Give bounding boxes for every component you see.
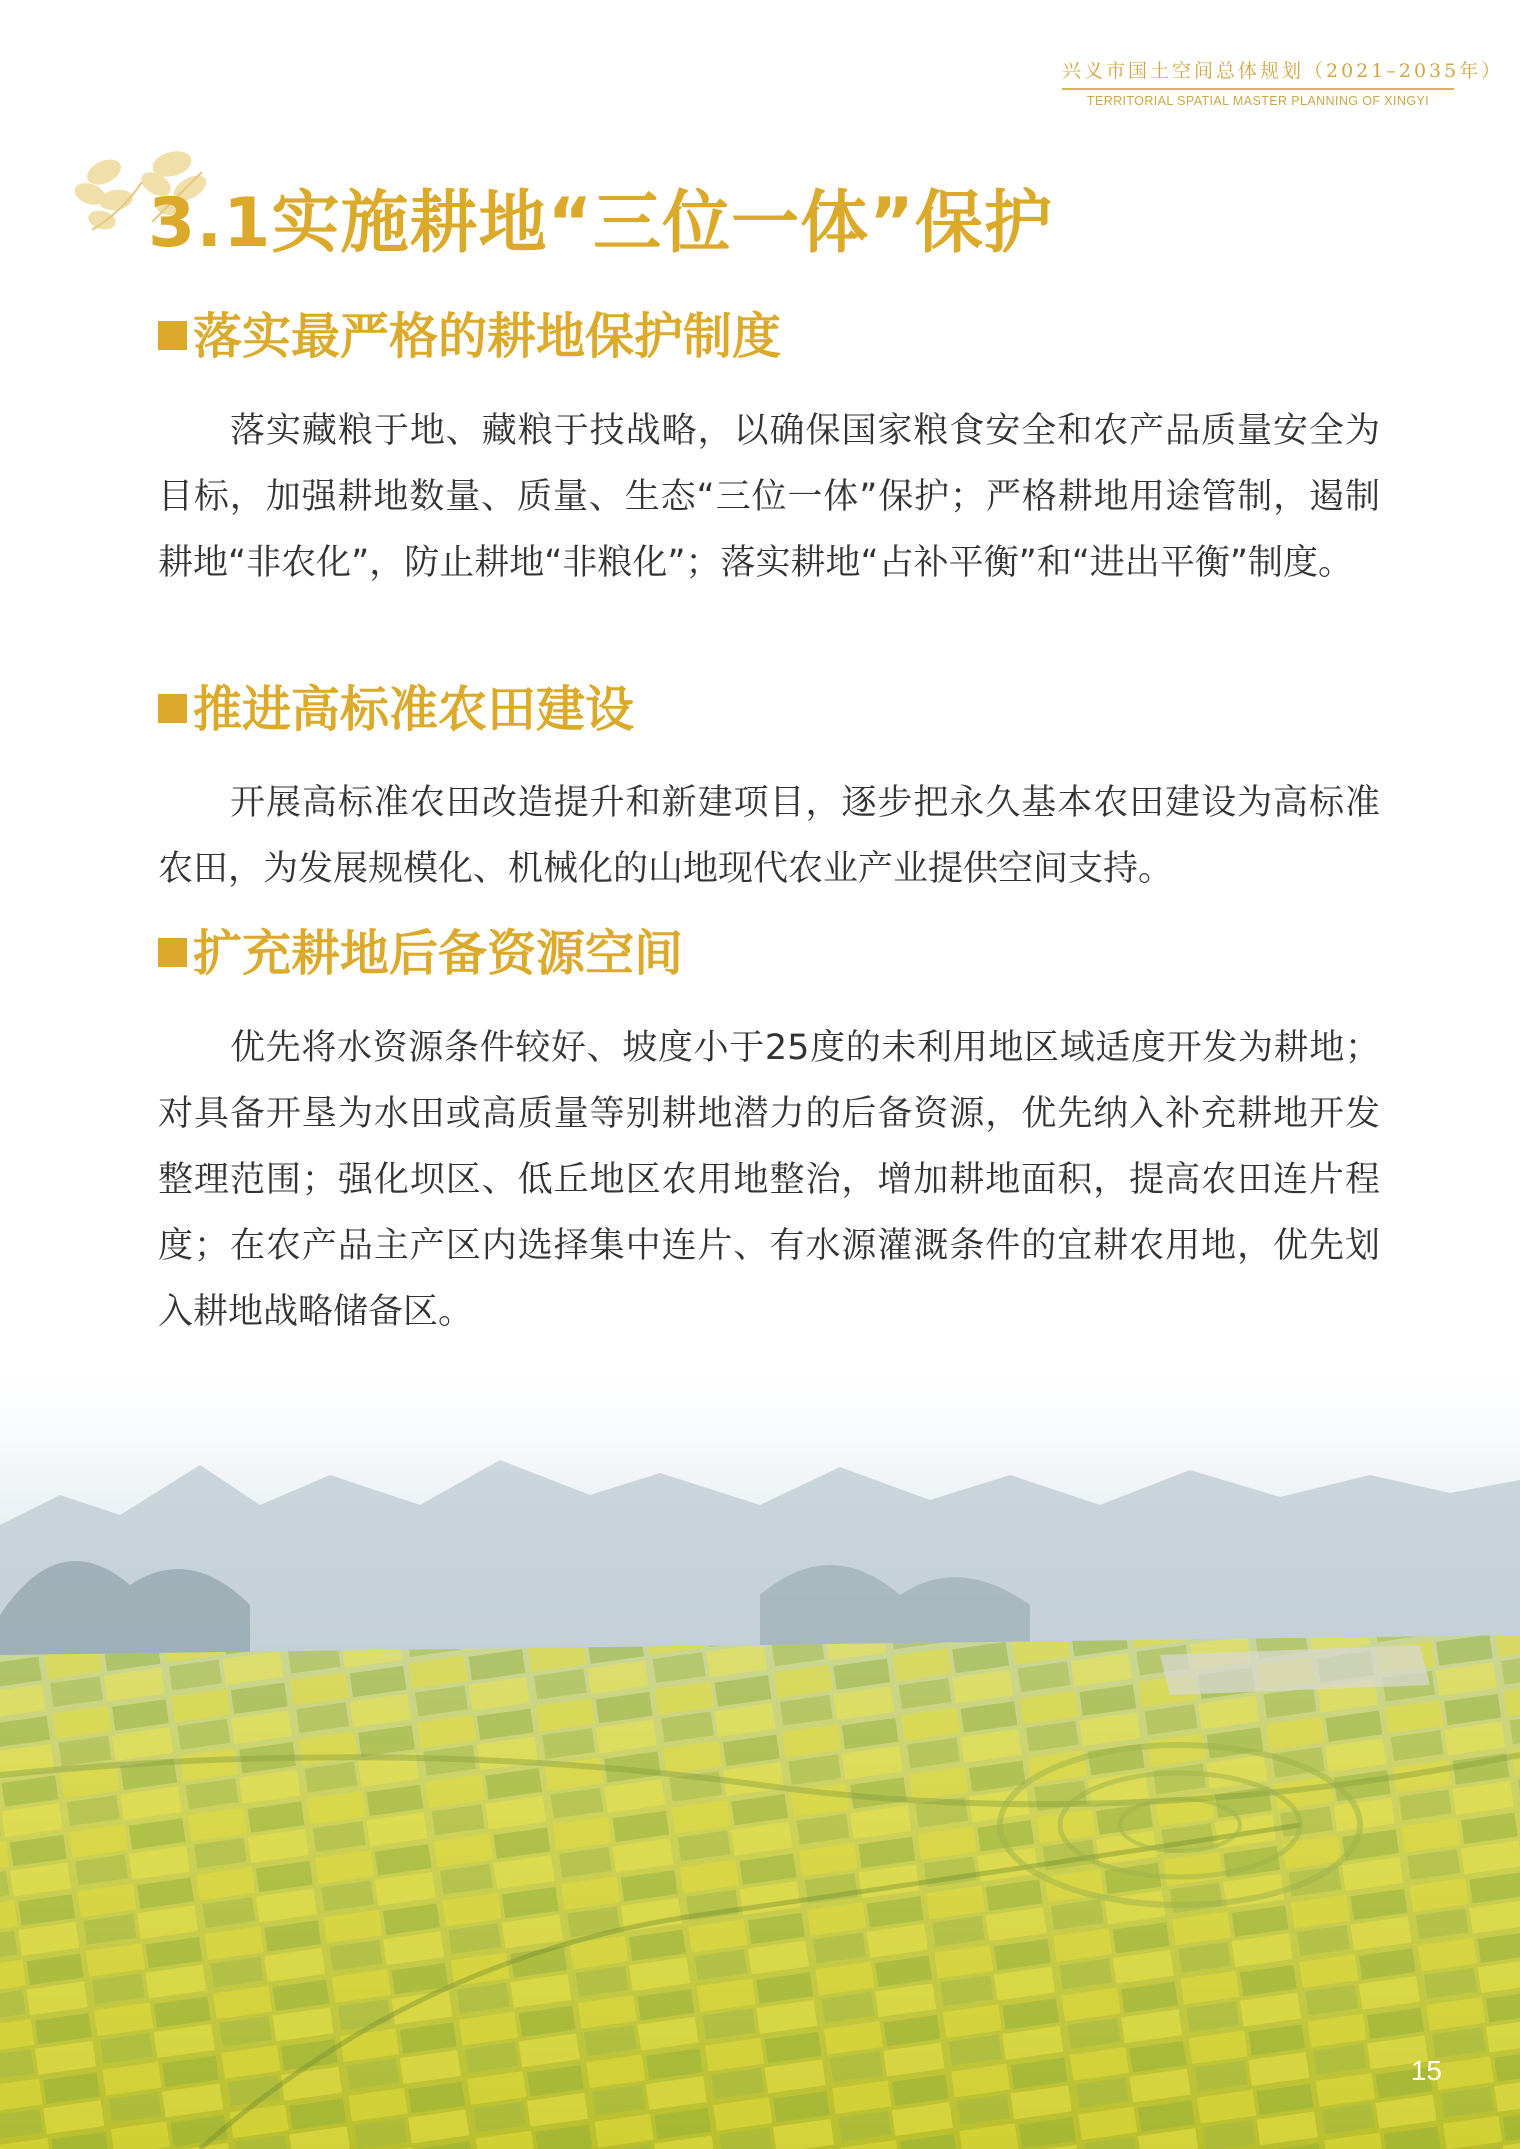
square-bullet-icon (158, 694, 187, 723)
section-body-high-standard-farmland: 开展高标准农田改造提升和新建项目，逐步把永久基本农田建设为高标准农田，为发展规模化、机械化的山地现代农业产业提供空间支持。 (158, 783, 1380, 889)
section-heading-farmland-protection (158, 305, 781, 369)
page-title: 3.1实施耕地“三位一体”保护 (148, 184, 1053, 263)
section-heading-text: 落实最严格的耕地保护制度 (193, 308, 782, 365)
section-heading-text: 推进高标准农田建设 (193, 681, 635, 738)
page-number: 15 (1410, 2055, 1442, 2086)
square-bullet-icon (158, 321, 187, 350)
section-body-farmland-protection: 落实藏粮于地、藏粮于技战略，以确保国家粮食安全和农产品质量安全为目标，加强耕地数量、质量、生态“三位一体”保护；严格耕地用途管制，遏制耕地“非农化”，防止耕地“非粮化”；落实耕地“占补平衡”和“进出平衡”制度。 (158, 411, 1380, 583)
section-body-reserve-resources: 优先将水资源条件较好、坡度小于25度的未利用地区域适度开发为耕地；对具备开垦为水田或高质量等别耕地潜力的后备资源，优先纳入补充耕地开发整理范围；强化坝区、低丘地区农用地整治，增加耕地面积，提高农田连片程度；在农产品主产区内选择集中连片、有水源灌溉条件的宜耕农用地，优先划入耕地战略储备区。 (158, 1028, 1380, 1332)
header-divider (1062, 88, 1454, 90)
section-heading-reserve-resources (158, 922, 683, 986)
farmland-landscape-photo (0, 1355, 1520, 2149)
section-heading-text: 扩充耕地后备资源空间 (193, 925, 684, 982)
page-header (1062, 58, 1504, 109)
section-heading-high-standard-farmland (158, 678, 634, 742)
square-bullet-icon (158, 938, 187, 967)
header-title: 兴义市国土空间总体规划（2021–2035年） (1062, 60, 1504, 82)
header-subtitle: TERRITORIAL SPATIAL MASTER PLANNING OF XINGYI (1086, 94, 1430, 108)
